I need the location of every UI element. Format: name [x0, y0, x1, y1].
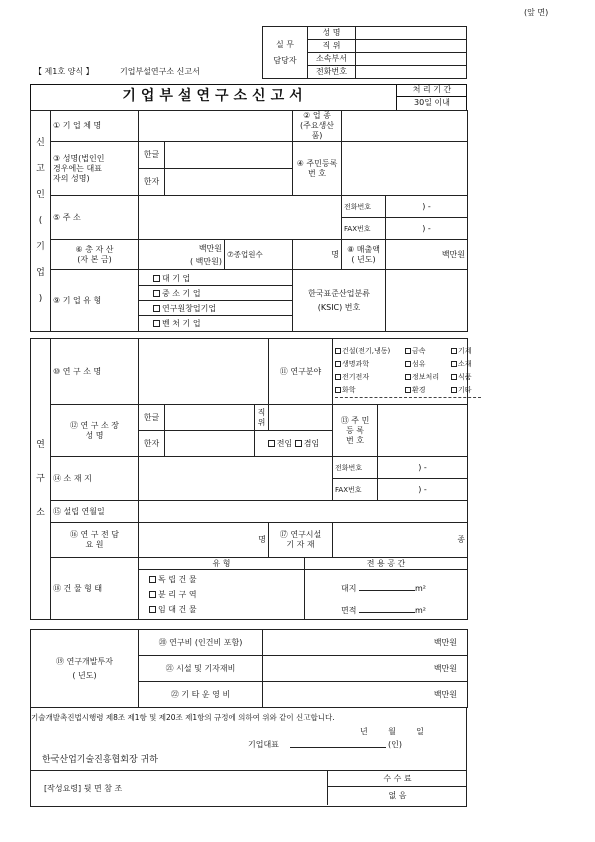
land-field[interactable] [359, 582, 415, 591]
lab-field-option-label: 전기전자 [342, 373, 370, 381]
land-unit: m² [415, 584, 427, 593]
lab-field-checkbox[interactable] [335, 387, 341, 393]
lab-field-checkbox[interactable] [451, 348, 457, 354]
company-name-field[interactable] [139, 111, 293, 142]
director-position-label: 직 위 [255, 405, 269, 431]
lab-field-option-label: 식품 [458, 373, 472, 381]
lab-phone-label: 전화번호 [333, 457, 378, 479]
director-employment [255, 431, 333, 457]
employees-field[interactable]: 명 [293, 240, 342, 270]
area-unit: m² [415, 606, 427, 615]
staff-name-label: 성 명 [308, 27, 356, 40]
parttime-checkbox[interactable] [295, 440, 302, 447]
building-separate[interactable] [149, 587, 304, 602]
type-sme[interactable] [139, 286, 292, 301]
lab-field-option[interactable] [405, 384, 451, 397]
founded-label: ⑮ 설립 연월일 [51, 501, 139, 523]
sales-label: ⑧ 매출액 ( 년도) [342, 240, 386, 270]
type-venture-label: 벤 처 기 업 [162, 318, 201, 328]
ksic-field[interactable] [386, 270, 468, 332]
staff-position-field[interactable] [356, 40, 467, 53]
type-startup-label: 연구원창업기업 [162, 303, 217, 313]
director-position-field[interactable] [269, 405, 333, 431]
type-startup[interactable] [139, 301, 292, 316]
area-field[interactable] [359, 604, 415, 613]
lab-field-checkbox[interactable] [335, 361, 341, 367]
research-cost-label: ⑳ 연구비 (인건비 포함) [139, 630, 263, 656]
land-area-row [341, 578, 467, 600]
other-cost-field[interactable]: 백만원 [263, 682, 468, 708]
building-area [139, 558, 468, 620]
building-leased-label: 임 대 건 물 [158, 605, 197, 614]
lab-field-option[interactable] [451, 384, 481, 397]
seal-mark: (인) [388, 740, 402, 749]
building-separate-checkbox[interactable] [149, 591, 156, 598]
staff-phone-label: 전화번호 [308, 66, 356, 79]
rep-hangul-field[interactable] [165, 142, 293, 169]
assets-unit: 백만원 [198, 243, 222, 253]
facilities-label: ⑰ 연구시설 기 자 재 [269, 523, 333, 558]
assets-field[interactable] [139, 240, 225, 270]
lab-field-option[interactable] [335, 384, 405, 397]
director-hangul-field[interactable] [165, 405, 255, 431]
form-name: 기업부설연구소 신고서 [120, 67, 200, 76]
lab-field-option-label: 건설(전기,냉동) [342, 347, 391, 355]
resident-no-field[interactable] [342, 142, 468, 196]
addressee: 한국산업기술진흥협회장 귀하 [42, 755, 158, 765]
fax-field[interactable]: ) - [386, 218, 468, 240]
lab-field-option-label: 생명과학 [342, 360, 370, 368]
fulltime-checkbox[interactable] [268, 440, 275, 447]
staff-phone-field[interactable] [356, 66, 467, 79]
assets-label: ⑥ 총 자 산 (자 본 금) [51, 240, 139, 270]
lab-field-option[interactable] [335, 345, 405, 358]
staff-header: 실 무 담당자 [263, 27, 308, 79]
staff-position-label: 직 위 [308, 40, 356, 53]
facilities-field[interactable]: 종 [333, 523, 468, 558]
building-independent-checkbox[interactable] [149, 576, 156, 583]
lab-field-checkbox[interactable] [451, 361, 457, 367]
lab-table [30, 338, 472, 620]
lab-field-option[interactable] [335, 358, 405, 371]
type-large-label: 대 기 업 [162, 273, 191, 283]
researchers-field[interactable]: 명 [139, 523, 269, 558]
business-type-label: ② 업 종 (주요생산품) [293, 111, 342, 142]
lab-field-option[interactable] [451, 345, 481, 358]
land-label: 대지 [341, 584, 357, 593]
address-label: ⑤ 주 소 [51, 196, 139, 240]
lab-field-options [333, 339, 472, 405]
notes-text: [작성요령] 뒷 면 참 조 [44, 784, 123, 793]
employees-label: ⑦종업원수 [225, 240, 293, 270]
staff-dept-label: 소속부서 [308, 53, 356, 66]
space-header: 전 용 공 간 [366, 559, 406, 568]
building-independent[interactable] [149, 572, 304, 587]
lab-name-label: ⑩ 연 구 소 명 [51, 339, 139, 405]
lab-field-option-label: 화학 [342, 386, 356, 394]
lab-field-label: ⑪ 연구분야 [269, 339, 333, 405]
processing-value: 30일 이내 [396, 97, 467, 110]
lab-fax-label: FAX번호 [333, 479, 378, 501]
location-field[interactable] [139, 457, 333, 501]
location-label: ⑭ 소 재 지 [51, 457, 139, 501]
lab-field-option-label: 환경 [412, 386, 426, 394]
page-side-note: (앞 면) [524, 8, 549, 17]
applicant-table [30, 110, 468, 332]
company-type-options [139, 270, 293, 332]
building-leased[interactable] [149, 602, 304, 617]
facility-cost-label: ㉑ 시설 및 기자재비 [139, 656, 263, 682]
lab-field-checkbox[interactable] [451, 374, 457, 380]
form-title: 기업부설연구소신고서 [122, 88, 308, 104]
director-resident-field[interactable] [378, 405, 468, 457]
lab-phone-field[interactable]: ) - [378, 457, 468, 479]
research-cost-field[interactable]: 백만원 [263, 630, 468, 656]
building-independent-label: 독 립 건 물 [158, 575, 197, 584]
capital-unit: ( 백만원) [190, 256, 222, 266]
phone-label: 전화번호 [342, 196, 386, 218]
rep-name-label: ③ 성명(법인인 경우에는 대표 자의 성명) [51, 142, 139, 196]
business-type-field[interactable] [342, 111, 468, 142]
staff-name-field[interactable] [356, 27, 467, 40]
area-label: 면적 [341, 606, 357, 615]
investment-table [30, 629, 468, 708]
rep-hanja-field[interactable] [165, 169, 293, 196]
lab-field-option[interactable] [451, 371, 481, 384]
rep-hangul-label: 한글 [139, 142, 165, 169]
dashed-divider [335, 397, 481, 398]
fulltime-label: 전임 [276, 438, 293, 448]
director-hangul-label: 한글 [139, 405, 165, 431]
lab-field-option-label: 금속 [412, 347, 426, 355]
director-label: ⑫ 연 구 소 장 성 명 [51, 405, 139, 457]
investment-label: ⑲ 연구개발투자 ( 년도) [31, 630, 139, 708]
type-venture-checkbox[interactable] [153, 320, 160, 327]
lab-field-checkbox[interactable] [405, 348, 411, 354]
company-name-label: ① 기 업 체 명 [51, 111, 139, 142]
facility-cost-field[interactable]: 백만원 [263, 656, 468, 682]
type-sme-checkbox[interactable] [153, 290, 160, 297]
type-venture[interactable] [139, 316, 292, 331]
building-type-header: 유 형 [139, 558, 305, 569]
address-field[interactable] [139, 196, 342, 240]
founded-field[interactable] [139, 501, 468, 523]
director-resident-label: ⑬ 주 민 등 록 번 호 [333, 405, 378, 457]
section-applicant: 신 고 인 ( 기 업 ) [31, 111, 51, 332]
other-cost-label: ㉒ 기 타 운 영 비 [139, 682, 263, 708]
resident-no-label: ④ 주민등록 번 호 [293, 142, 342, 196]
ksic-label: 한국표준산업분류 (KSIC) 번호 [293, 270, 386, 332]
building-separate-label: 분 리 구 역 [158, 590, 197, 599]
declaration-text: 기술개발촉진법시행령 제8조 제1항 및 제20조 제1항의 규정에 의하여 위와 같이 신고합니다. [31, 713, 335, 722]
lab-field-option-label: 섬유 [412, 360, 426, 368]
lab-field-option[interactable] [335, 371, 405, 384]
declaration-date: 년 월 일 [360, 727, 424, 736]
staff-table [262, 26, 467, 79]
building-leased-checkbox[interactable] [149, 606, 156, 613]
section-lab: 연 구 소 [31, 339, 51, 620]
lab-name-field[interactable] [139, 339, 269, 405]
processing-label: 처 리 기 간 [396, 84, 467, 97]
rep-hanja-label: 한자 [139, 169, 165, 196]
form-number: 【 제1호 양식 】 [34, 67, 94, 76]
parttime-label: 겸임 [303, 438, 320, 448]
lab-field-option[interactable] [405, 345, 451, 358]
lab-field-checkbox[interactable] [405, 387, 411, 393]
signer-field[interactable] [290, 747, 386, 748]
director-hanja-field[interactable] [165, 431, 255, 457]
company-type-label: ⑨ 기 업 유 형 [51, 270, 139, 332]
lab-field-option[interactable] [405, 371, 451, 384]
type-sme-label: 중 소 기 업 [162, 288, 201, 298]
lab-field-option[interactable] [451, 358, 481, 371]
signer-label: 기업대표 [248, 740, 279, 749]
type-large[interactable] [139, 271, 292, 286]
lab-field-option-label: 정보처리 [412, 373, 440, 381]
lab-field-checkbox[interactable] [335, 348, 341, 354]
director-hanja-label: 한자 [139, 431, 165, 457]
lab-field-option[interactable] [405, 358, 451, 371]
fee-label: 수 수 료 [327, 770, 467, 787]
type-large-checkbox[interactable] [153, 275, 160, 282]
staff-dept-field[interactable] [356, 53, 467, 66]
building-label: ⑱ 건 물 형 태 [51, 558, 139, 620]
lab-field-checkbox[interactable] [451, 387, 457, 393]
phone-field[interactable]: ) - [386, 196, 468, 218]
fee-value: 없 음 [327, 787, 467, 805]
lab-field-option-label: 소재 [458, 360, 472, 368]
fax-label: FAX번호 [342, 218, 386, 240]
lab-field-checkbox[interactable] [405, 374, 411, 380]
lab-fax-field[interactable]: ) - [378, 479, 468, 501]
lab-field-option-label: 기타 [458, 386, 472, 394]
type-startup-checkbox[interactable] [153, 305, 160, 312]
lab-field-checkbox[interactable] [335, 374, 341, 380]
lab-field-option-label: 기계 [458, 347, 472, 355]
floor-area-row [341, 600, 467, 622]
lab-field-checkbox[interactable] [405, 361, 411, 367]
sales-field[interactable]: 백만원 [386, 240, 468, 270]
researchers-label: ⑯ 연 구 전 담 요 원 [51, 523, 139, 558]
